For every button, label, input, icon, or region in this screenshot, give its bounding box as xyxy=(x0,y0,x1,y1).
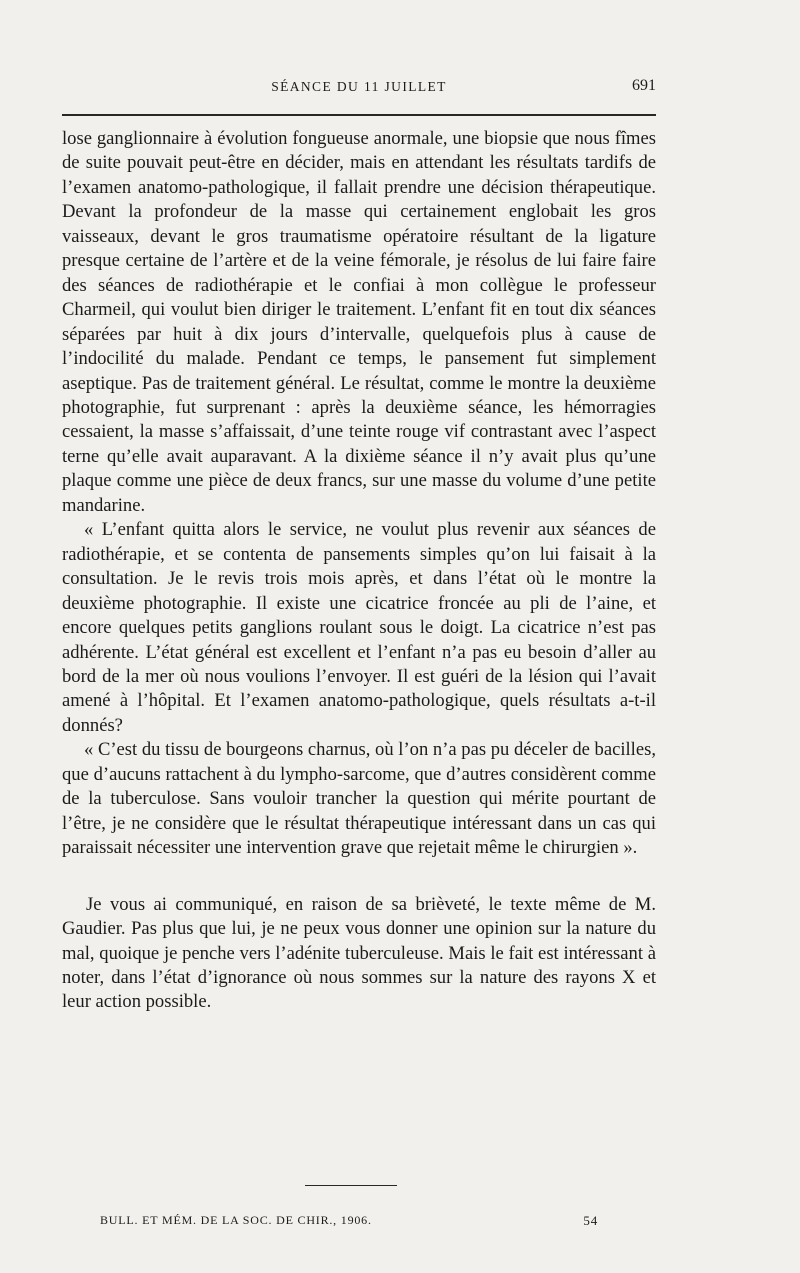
body-text xyxy=(62,127,656,1015)
paragraph-commentary: Je vous ai communiqué, en raison de sa brièveté, le texte même de M. Gaudier. Pas plus que lui, je ne peux vous donner une opinion sur la nature du mal, quoique je penche vers l’adénite tuberculeuse. Mais le fait est intéressant à noter, dans l’état d’ignorance où nous sommes sur la nature des rayons X et leur action possible. xyxy=(62,893,656,1013)
running-head: SÉANCE DU 11 JUILLET xyxy=(271,79,447,94)
header-rule xyxy=(62,114,656,116)
footer-signature-number: 54 xyxy=(583,1213,598,1228)
page-number: 691 xyxy=(632,77,656,94)
paragraph-continuation: lose ganglionnaire à évolution fongueuse anormale, une biopsie que nous fîmes de suite pouvait peut-être en décider, mais en attendant les résultats tardifs de l’examen anatomo-pathologique, il fallait prendre une décision thérapeutique. Devant la profondeur de la masse qui certainement englobait les gros vaisseaux, devant le gros traumatisme opératoire résultant de la ligature presque certaine de l’artère et de la veine fémorale, je résolus de lui faire faire des séances de radiothérapie et le confiai à mon collègue le professeur Charmeil, qui voulut bien diriger le traitement. L’enfant fit en tout dix séances séparées par huit à dix jours d’intervalle, quelquefois plus à cause de l’indocilité du malade. Pendant ce temps, le pansement fut simplement aseptique. Pas de traitement général. Le résultat, comme le montre la deuxième photographie, fut surprenant : après la deuxième séance, les hémorragies cessaient, la masse s’affaissait, d’une teinte rouge vif contrastant avec l’aspect terne qu’elle avait auparavant. A la dixième séance il n’y avait plus qu’une plaque comme une pièce de deux francs, sur une masse du volume d’une petite mandarine. xyxy=(62,128,656,516)
paragraph-quote-pathology: « C’est du tissu de bourgeons charnus, où l’on n’a pas pu déceler de bacilles, que d’aucuns rattachent à du lympho-sarcome, que d’autres considèrent comme de la tuberculose. Sans vouloir trancher la question qui mérite pourtant de l’être, je ne considère que le résultat thérapeutique intéressant dans un cas qui paraissait nécessiter une intervention grave que rejetait même le chirurgien ». xyxy=(62,739,656,859)
footer-rule xyxy=(305,1185,397,1186)
paragraph-quote-follow-up: « L’enfant quitta alors le service, ne voulut plus revenir aux séances de radiothérapie, et se contenta de pansements simples qu’on lui faisait à la consultation. Je le revis trois mois après, et dans l’état où le montre la deuxième photographie. Il existe une cicatrice froncée au pli de l’aine, et encore quelques petits ganglions roulant sous le doigt. La cicatrice n’est pas adhérente. L’état général est excellent et l’enfant n’a pas eu besoin d’aller au bord de la mer où nous voulions l’envoyer. Il est guéri de la lésion qui l’avait amené à l’hôpital. Et l’examen anatomo-pathologique, quels résultats a-t-il donnés? xyxy=(62,519,656,736)
footer-citation: BULL. ET MÉM. DE LA SOC. DE CHIR., 1906. xyxy=(100,1213,372,1227)
page-header xyxy=(62,77,656,101)
